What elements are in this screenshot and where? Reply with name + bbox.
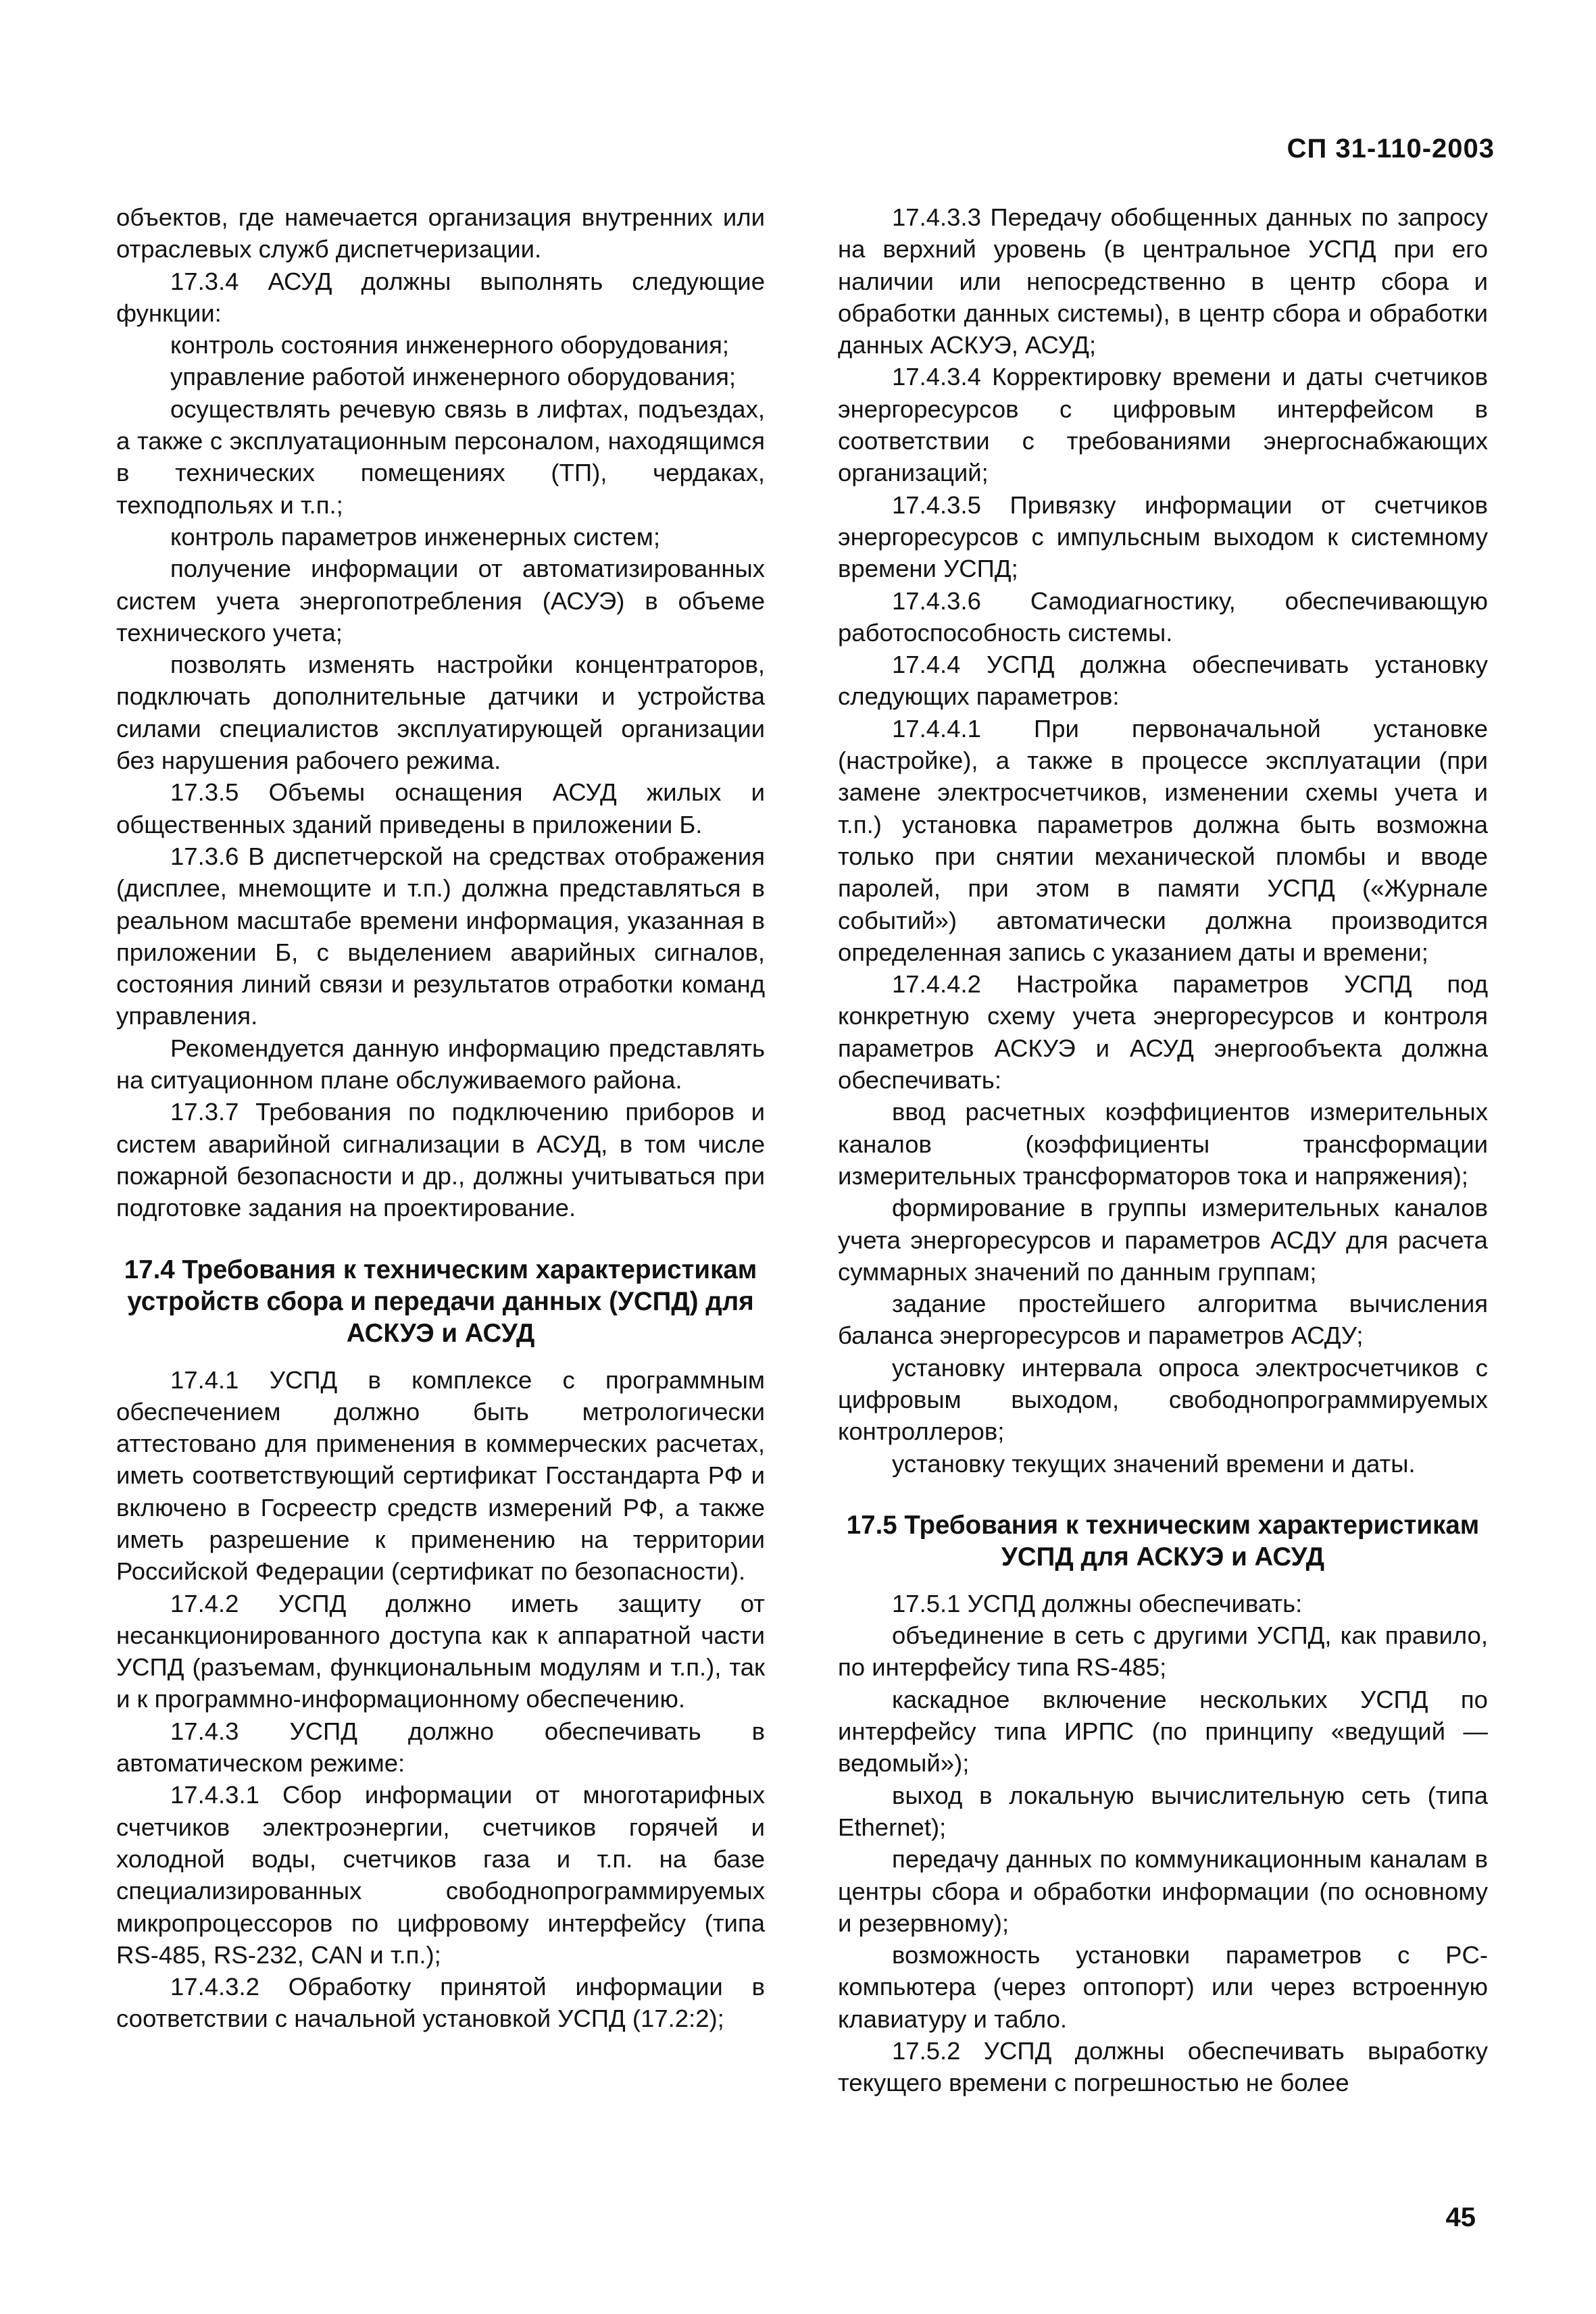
paragraph: 17.4.3.2 Обработку принятой информации в соответствии с начальной установкой УСПД (17.2:2); <box>116 1973 765 2033</box>
paragraph: 17.4.3.6 Самодиагностику, обеспечивающую работоспособность системы. <box>838 586 1488 647</box>
left-column <box>116 201 765 2035</box>
paragraph: 17.4.4.1 При первоначальной установке (настройке), а также в процессе эксплуатации (при замене электросчетчиков, изменении схемы учета и т.п.) установка параметров должна быть возможна только при снятии механической пломбы и вводе паролей, при этом в памяти УСПД («Журнале событий») автоматически должна производится определенная запись с указанием даты и времени; <box>838 714 1488 966</box>
paragraph: 17.3.6 В диспетчерской на средствах отображения (дисплее, мнемощите и т.п.) должна представляться в реальном масштабе времени информация, указанная в приложении Б, с выделением аварийных сигналов, состояния линий связи и результатов отработки команд управления. <box>116 842 765 1030</box>
paragraph: выход в локальную вычислительную сеть (типа Ethernet); <box>838 1781 1488 1841</box>
paragraph: 17.4.2 УСПД должно иметь защиту от несанкционированного доступа как к аппаратной части УСПД (разъемам, функциональным модулям и т.п.), так и к программно-информационному обеспечению. <box>116 1589 765 1713</box>
paragraph: 17.3.7 Требования по подключению приборов и систем аварийной сигнализации в АСУД, в том числе пожарной безопасности и др., должны учитываться при подготовке задания на проектирование. <box>116 1098 765 1222</box>
paragraph: осуществлять речевую связь в лифтах, подъездах, а также с эксплуатационным персоналом, находящимся в технических помещениях (ТП), чердаках, техподпольях и т.п.; <box>116 395 765 519</box>
paragraph: формирование в группы измерительных каналов учета энергоресурсов и параметров АСДУ для расчета суммарных значений по данным группам; <box>838 1194 1488 1286</box>
paragraph: 17.3.4 АСУД должны выполнять следующие функции: <box>116 267 765 327</box>
paragraph: объектов, где намечается организация внутренних или отраслевых служб диспетчеризации. <box>116 203 765 263</box>
paragraph: 17.4.3.5 Привязку информации от счетчиков энергоресурсов с импульсным выходом к системному времени УСПД; <box>838 491 1488 583</box>
section-heading: 17.5 Требования к техническим характеристикам УСПД для АСКУЭ и АСУД <box>846 1510 1480 1571</box>
paragraph: установку интервала опроса электросчетчиков с цифровым выходом, свободнопрограммируемых контроллеров; <box>838 1353 1488 1446</box>
page-number: 45 <box>1445 2203 1476 2232</box>
paragraph: 17.5.2 УСПД должны обеспечивать выработку текущего времени с погрешностью не более <box>838 2037 1488 2097</box>
paragraph: передачу данных по коммуникационным каналам в центры сбора и обработки информации (по основному и резервному); <box>838 1845 1488 1937</box>
paragraph: 17.4.3.3 Передачу обобщенных данных по запросу на верхний уровень (в центральное УСПД при его наличии или непосредственно в центр сбора и обработки данных системы), в центр сбора и обработки данных АСКУЭ, АСУД; <box>838 203 1488 359</box>
paragraph: позволять изменять настройки концентраторов, подключать дополнительные датчики и устройства силами специалистов эксплуатирующей организации без нарушения рабочего режима. <box>116 651 765 775</box>
paragraph: 17.4.1 УСПД в комплексе с программным обеспечением должно быть метрологически аттестовано для применения в коммерческих расчетах, иметь соответствующий сертификат Госстандарта РФ и включено в Госреестр средств измерений РФ, а также иметь разрешение к применению на территории Российской Федерации (сертификат по безопасности). <box>116 1365 765 1586</box>
paragraph: контроль параметров инженерных систем; <box>170 522 661 551</box>
paragraph: 17.4.4 УСПД должна обеспечивать установку следующих параметров: <box>838 651 1488 711</box>
paragraph: получение информации от автоматизированных систем учета энергопотребления (АСУЭ) в объеме технического учета; <box>116 555 765 647</box>
paragraph: установку текущих значений времени и даты. <box>892 1449 1416 1478</box>
paragraph: ввод расчетных коэффициентов измерительных каналов (коэффициенты трансформации измерительных трансформаторов тока и напряжения); <box>838 1098 1488 1190</box>
section-heading: 17.4 Требования к техническим характеристикам устройств сбора и передачи данных (УСПД) для АСКУЭ и АСУД <box>124 1255 757 1348</box>
paragraph: 17.3.5 Объемы оснащения АСУД жилых и общественных зданий приведены в приложении Б. <box>116 778 765 838</box>
paragraph: контроль состояния инженерного оборудования; <box>170 331 730 359</box>
paragraph: объединение в сеть с другими УСПД, как правило, по интерфейсу типа RS-485; <box>838 1621 1488 1682</box>
paragraph: 17.4.3 УСПД должно обеспечивать в автоматическом режиме: <box>116 1717 765 1778</box>
paragraph: 17.4.4.2 Настройка параметров УСПД под конкретную схему учета энергоресурсов и контроля параметров АСКУЭ и АСУД энергообъекта должна обеспечивать: <box>838 970 1488 1095</box>
paragraph: каскадное включение нескольких УСПД по интерфейсу типа ИРПС (по принципу «ведущий — ведомый»); <box>838 1685 1488 1778</box>
document-code-header: СП 31-110-2003 <box>1287 134 1495 164</box>
paragraph: управление работой инженерного оборудования; <box>170 363 737 391</box>
right-column <box>838 201 1488 2099</box>
paragraph: задание простейшего алгоритма вычисления баланса энергоресурсов и параметров АСДУ; <box>838 1290 1488 1350</box>
paragraph: Рекомендуется данную информацию представлять на ситуационном плане обслуживаемого района. <box>116 1034 765 1095</box>
paragraph: 17.4.3.1 Сбор информации от многотарифных счетчиков электроэнергии, счетчиков горячей и холодной воды, счетчиков газа и т.п. на базе специализированных свободнопрограммируемых микропроцессоров по цифровому интерфейсу (типа RS-485, RS-232, CAN и т.п.); <box>116 1781 765 1969</box>
paragraph: возможность установки параметров с PC-компьютера (через оптопорт) или через встроенную клавиатуру и табло. <box>838 1941 1488 2033</box>
paragraph: 17.5.1 УСПД должны обеспечивать: <box>892 1589 1303 1617</box>
paragraph: 17.4.3.4 Корректировку времени и даты счетчиков энергоресурсов с цифровым интерфейсом в соответствии с требованиями энергоснабжающих организаций; <box>838 363 1488 487</box>
